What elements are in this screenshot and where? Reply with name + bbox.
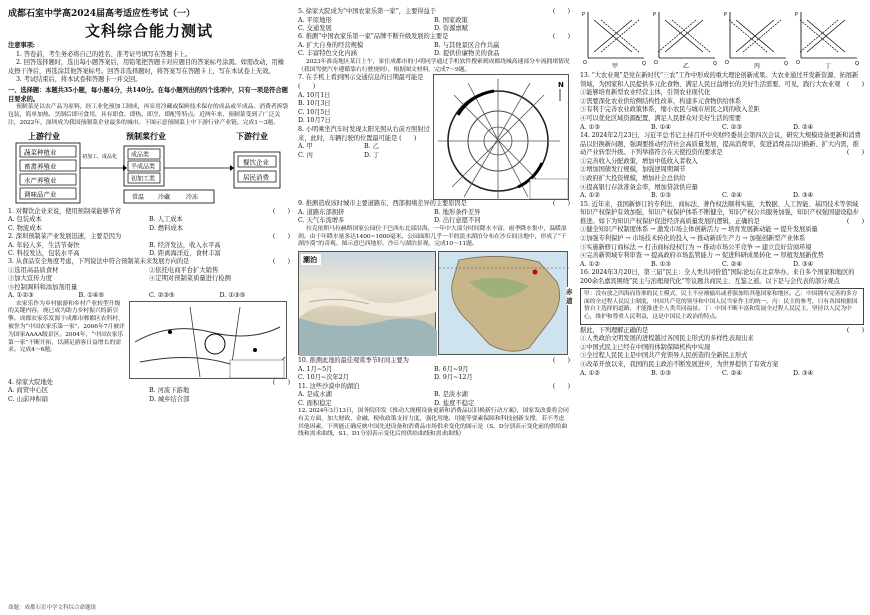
- axis-q-label: Q: [784, 61, 788, 67]
- q2-stem: 2. 深圳预制菜产业发展迅速，主要是因为 ( ): [8, 232, 290, 240]
- q8-option-c[interactable]: C. 丙: [298, 151, 313, 159]
- q15-option-a[interactable]: A. ①②: [580, 260, 600, 268]
- industry-chain-figure: [8, 130, 290, 206]
- q11-option-c[interactable]: C. 面积稳定: [298, 399, 332, 407]
- graph-label: 乙: [683, 63, 690, 70]
- q3-statement-4: ④定期对预制菜质量进行检测: [149, 275, 231, 283]
- q4-option-b[interactable]: B. 河流下游地: [149, 387, 190, 395]
- q9-option-b[interactable]: B. 地形条件差异: [434, 209, 481, 216]
- q11-option-b[interactable]: B. 是淡水湖: [434, 391, 468, 399]
- q16-statement-2: ②中国式民主已经在中国的体制保障机构中实现: [580, 343, 711, 351]
- q3-statement-2: ②依托电商平台扩大销售: [149, 266, 219, 274]
- q16-quote-box: 甲：没有放之四海而皆准的民主模式，民主不应被输出或者强加给其他国家和地区。乙：中国拥有完善的多方面的全过程人民民主制度，中国共产党的领导和中国人民当家作主的统一。丙：民主的参考，只有各国根据国情自主选择的道路，才能推进全人类共同福祉。丁：中国不断丰富和发展全过程人民民主，坚持以人民为中心，维护和尊重人民利益，这是中国民主政治的特点。: [580, 288, 864, 324]
- axis-q-label: Q: [855, 61, 859, 67]
- q4-option-d[interactable]: D. 城乡结合部: [149, 395, 190, 403]
- q15-options: [580, 261, 864, 269]
- upstream-item: 畜禽养殖业: [24, 162, 57, 171]
- q3-options: [8, 292, 290, 300]
- graph-label: 丁: [825, 63, 832, 70]
- q4-option-a[interactable]: A. 商贸中心区: [8, 387, 49, 395]
- q10-options: [298, 366, 570, 383]
- demand-curve-shifted: [729, 20, 767, 52]
- upstream-label: 上游行业: [28, 131, 60, 141]
- q14-option-a[interactable]: A. ①②: [580, 192, 600, 200]
- section-heading: 一、选择题：本题共35小题，每小题4分，共140分。在每小题列出的四个选项中，只有一项是符合题目要求的。: [8, 86, 288, 103]
- intro-q7: 2023年淮南地区某日上午，家住成都市的小明同学通过手机软件搜索到成都绕城高速部分车流拥堵情况（我国驾驶汽车遵循靠右行驶规则）。根据图文材料，完成7～9题。: [298, 58, 570, 73]
- origin-label: O: [583, 60, 587, 66]
- note-3: 3. 考试结束后，将本试卷和答题卡一并交回。: [16, 76, 142, 84]
- q14-options: [580, 192, 864, 200]
- q13-option-d[interactable]: D. ②④: [793, 123, 814, 131]
- location-map: [129, 301, 287, 379]
- origin-label: O: [796, 60, 800, 66]
- graph-label: 甲: [612, 63, 619, 70]
- process-label: 初加工、成品化: [82, 153, 118, 160]
- school-header: 成都石室中学高2024届高考适应性考试（一）: [8, 9, 196, 19]
- q1-option-c[interactable]: C. 物流成本: [8, 224, 42, 232]
- axis-p-label: P: [582, 12, 586, 18]
- q7-option-d[interactable]: D. 10月7日: [298, 117, 331, 125]
- q6-options: [298, 42, 570, 59]
- origin-label: O: [725, 60, 729, 66]
- q11-options: [298, 391, 570, 408]
- q2-options: [8, 242, 290, 259]
- q16-option-a[interactable]: A. ①②: [580, 369, 600, 377]
- q14-statement-2: ②增加国债发行规模，加强逆周期调节: [580, 166, 686, 174]
- q12-stem: 12. 2024年3月13日，国务院印发《推动大规模设备更新和消费品以旧换新行动方案》，国家发改委将会同有关方面，加大财政、金融、税收政策支持力度，强化用地、用能等要素保障和科技创新支撑。若不考虑其他因素，下列能正确反映中国先进设备和消费品市场供求变化的图示是（S、D分别表示变化前的供给曲线和需求曲线，S1、D1分别表示变化后的供给曲线和需求曲线）: [298, 408, 569, 438]
- midstream-label: 预制菜行业: [126, 131, 166, 141]
- lake-label: 潮泊: [303, 256, 317, 265]
- q5-option-d[interactable]: D. 资源禀赋: [434, 25, 469, 32]
- q15-option-b[interactable]: B. ①③: [651, 260, 671, 268]
- exam-title: 文科综合能力测试: [84, 22, 213, 40]
- q3-option-b[interactable]: B. ①④⑤: [78, 292, 105, 300]
- q11-option-d[interactable]: D. 盐度不稳定: [434, 399, 475, 407]
- equator-label: 赤道: [566, 288, 573, 306]
- q16-tail: 据此，下列理解正确的是 ( ): [580, 326, 864, 334]
- q16-statement-3: ③全过程人民民主是中国共产党领导人民创造的全新民主形式: [580, 352, 748, 360]
- q2-option-b[interactable]: B. 经济发达，收入水平高: [149, 241, 221, 249]
- ring-road-map: [433, 74, 569, 200]
- q10-option-b[interactable]: B. 6月~9月: [434, 365, 469, 373]
- q7-option-a[interactable]: A. 10月1日: [298, 91, 331, 99]
- q13-option-a[interactable]: A. ①③: [580, 123, 600, 131]
- column-middle: [298, 8, 573, 611]
- q9-option-a[interactable]: A. 道路东部拥挤: [298, 209, 345, 216]
- q14-option-d[interactable]: D. ③④: [793, 192, 814, 200]
- q7-stem: 7. 在手机上看到图示交通信息的日期最可能是 ( ): [298, 74, 424, 90]
- q9-option-d[interactable]: D. 出行意愿不同: [434, 217, 481, 225]
- brazil-map: [438, 251, 568, 355]
- q16-options: [580, 370, 864, 378]
- note-1: 1. 答卷前，考生务必将自己的姓名、准考证号填写在答题卡上。: [16, 50, 192, 58]
- note-2: 2. 回答选择题时，选出每小题答案后，用铅笔把答题卡对应题目的答案标号涂黑。如需改动，用橡皮擦干净后，再选涂其他答案标号。回答非选择题时，将答案写在答题卡上，写在本试卷上无效。: [8, 59, 284, 75]
- q16-stem: 16. 2024年3月20日，第三届“民主：全人类共同价值”国际论坛在北京举办。来自多个国家和地区的200余名嘉宾围绕“民主与治理现代化”等议题共商民主、互鉴之道。以下是与会代表的部分观点: [580, 269, 855, 285]
- q16-option-b[interactable]: B. ①③: [651, 369, 671, 377]
- q16-option-c[interactable]: C. ②④: [722, 369, 742, 377]
- q8-option-b[interactable]: B. 乙: [364, 143, 379, 151]
- midstream-item: 初加工类: [131, 175, 156, 183]
- axis-p-label: P: [795, 12, 799, 18]
- q10-stem: 10. 推测此地的最佳观赏季节时间主要为 ( ): [298, 357, 570, 365]
- notes-heading: 注意事项:: [8, 42, 36, 49]
- intro-q4: 农家乐作为乡村旅游和乡村产业转型升级的关键内容，现已成为助力乡村振兴的新引擎。成都农家乐发源于成都市郫都区农科村，被誉为“中国农家乐第一家”，2006年7月被评为国家AAAA级景区。2004年，“中国农家乐第一家”不断开拓，以满足游客日益增长的需求。完成4～6题。: [8, 300, 125, 354]
- q3-statement-3: ③加大宣传力度: [8, 275, 53, 283]
- q7-option-b[interactable]: B. 10月3日: [298, 100, 331, 108]
- page-footer: 命题：成都石室中学文科综合命题组: [8, 605, 97, 611]
- q15-statement-4: ④完善新领域专利审查 → 提高政府市场监管能力 → 促进科研成果转化 → 厚植发展新优势: [580, 252, 824, 260]
- storage-chilled: 冷藏: [158, 193, 171, 201]
- q7-q8-block: [298, 74, 570, 200]
- q9-stem: 9. 推测造成该时城市主要道路东、西部拥堵差异的主要原因是 ( ): [298, 200, 570, 208]
- q1-option-b[interactable]: B. 人工成本: [149, 216, 183, 224]
- demand-curve-shifted: [672, 20, 710, 52]
- q6-option-a[interactable]: A. 扩大自身的经营规模: [298, 42, 364, 49]
- q13-options: [580, 124, 864, 132]
- q5-options: [298, 17, 570, 34]
- supply-demand-graph: [793, 8, 862, 70]
- q3-statements: [8, 267, 290, 292]
- q16-statement-4: ④改革开放以来，我国的民主政治不断发展进步，为世界提供了有效方案: [580, 361, 779, 369]
- q14-option-c[interactable]: C. ②④: [722, 192, 742, 200]
- q15-stem: 15. 近年来，我国新修订的专利法、商标法、著作权法顺利实施，大数据、人工智能、基因技术等领域知识产权保护有效加强，知识产权保护体系不断健全，知识产权公共服务加强，知识产权强国建设稳步推进。如下为知识产权保护促进经济高质量发展的逻辑，正确的是 ( ): [580, 200, 864, 225]
- midstream-item: 半成品类: [131, 163, 156, 171]
- supply-demand-graph: [722, 8, 791, 70]
- north-arrow-icon: N: [558, 81, 564, 90]
- dune-lake-photo: [298, 251, 436, 355]
- q7-q8-text: [298, 74, 430, 200]
- q3-statement-1: ①选用高品质食材: [8, 266, 59, 274]
- q10-option-c[interactable]: C. 10月~次年2月: [298, 374, 350, 382]
- q5-option-c[interactable]: C. 交通发展: [298, 25, 332, 32]
- q14-statement-4: ④提高银行存款准备金率，增加贷款供应量: [580, 183, 698, 191]
- q8-option-d[interactable]: D. 丁: [364, 151, 380, 159]
- storage-normal: 常温: [132, 193, 145, 201]
- q13-statement-4: ④可以优化区域资源配置，满足人民群众对美好生活的需要: [580, 114, 742, 122]
- q1-stem: 1. 对餐饮企业来说，使用预制菜能够节省 ( ): [8, 207, 290, 215]
- axis-p-label: P: [724, 12, 728, 18]
- q13-statement-2: ②需要深化农业供给侧结构性改革，构建多元食物供给体系: [580, 97, 742, 105]
- downstream-label: 下游行业: [236, 131, 268, 141]
- q7-option-c[interactable]: C. 10月5日: [298, 108, 331, 116]
- q5-option-a[interactable]: A. 平原地形: [298, 16, 332, 24]
- q13-stem: 13. “大农业观”是党在新时代“三农”工作中形成的重大理论创新成果。大农业通过开发新资源、拓展新领域，为国家和人民提供多元化食物、满足人民日益增长的美好生活需要。可见，践行大农业观 ( ): [580, 72, 864, 88]
- q13-statement-3: ③有利于完善农业政策体系，缩小农民与城市居民之间的收入差距: [580, 106, 760, 114]
- q16-statement-1: ①人类政治文明发展的进程越过各国民主形式的多样性表现出来: [580, 335, 754, 343]
- q9-option-c[interactable]: C. 天气车流增多: [298, 217, 345, 225]
- q3-option-d[interactable]: D. ①③⑤: [219, 292, 246, 300]
- q15-option-c[interactable]: C. ②④: [722, 260, 742, 268]
- origin-label: O: [654, 60, 658, 66]
- column-right: [580, 8, 864, 611]
- supply-demand-graph: [651, 8, 720, 70]
- q14-statement-3: ③政府扩大投资规模，增加社会总供给: [580, 174, 686, 182]
- q2-option-a[interactable]: A. 年轻人多，生活节奏快: [8, 241, 80, 249]
- midstream-item: 成品类: [131, 151, 150, 159]
- q16-option-d[interactable]: D. ③④: [793, 369, 814, 377]
- downstream-item: 居民消费: [243, 173, 269, 182]
- upstream-item: 水产养殖业: [24, 176, 57, 185]
- brazil-figures: [298, 251, 573, 355]
- q8-option-a[interactable]: A. 甲: [298, 143, 313, 151]
- q3-option-a[interactable]: A. ①②③: [8, 292, 34, 300]
- industry-chain-diagram: [8, 130, 290, 206]
- q10-option-a[interactable]: A. 1月~5月: [298, 365, 333, 373]
- graph-label: 丙: [754, 63, 761, 70]
- axis-p-label: P: [653, 12, 657, 18]
- q3-option-c[interactable]: C. ②③⑤: [149, 292, 175, 300]
- q6-option-c[interactable]: C. 丰富特色文化内涵: [298, 50, 357, 58]
- q11-option-a[interactable]: A. 是咸水湖: [298, 391, 332, 399]
- q3-stem: 3. 从食品安全角度考虑，下列说法中符合预制菜未来发展方向的是 ( ): [8, 258, 290, 266]
- axis-q-label: Q: [713, 61, 717, 67]
- q4-option-c[interactable]: C. 山前冲积扇: [8, 395, 49, 403]
- supply-curve-shifted: [658, 20, 696, 52]
- supply-demand-graphs: [580, 8, 864, 70]
- q3-statement-5: ⑤控制调料和添加剂用量: [8, 283, 78, 291]
- q4-stem: 4. 徐家大院地处 ( ): [8, 378, 290, 386]
- supply-demand-graph: [580, 8, 649, 70]
- q8-stem: 8. 小明乘坐汽车时发现太阳光照从右前方照射过来，此时，车辆行驶的位置最可能是 ( ): [298, 125, 430, 142]
- supply-curve-shifted: [743, 20, 781, 52]
- q6-option-b[interactable]: B. 与其他景区合作共赢: [434, 42, 500, 49]
- q14-option-b[interactable]: B. ①③: [651, 192, 671, 200]
- q4-intro-block: [8, 301, 290, 379]
- q1-options: [8, 216, 290, 233]
- q5-stem: 5. 徐家大院成为“中国农家乐第一家”，主要得益于 ( ): [298, 8, 570, 15]
- q15-statement-3: ③实施新修订商标法 → 打击商标侵权行为 → 推动市场公平竞争 → 建立良好营商环境: [580, 243, 812, 251]
- q13-option-b[interactable]: B. ①④: [651, 123, 671, 131]
- q6-stem: 6. 推测“中国农家乐第一家”品牌不断升级发展的主要是 ( ): [298, 33, 570, 41]
- q15-statement-1: ①健全知识产权制度体系 → 激发市场主体创新活力 → 培育发展新动能 → 提升发展质量: [580, 226, 818, 234]
- q13-statement-1: ①能够培育新型农业经营主体，引领农业现代化: [580, 89, 711, 97]
- q1-option-a[interactable]: A. 包装成本: [8, 216, 42, 224]
- storage-frozen: 冷冻: [186, 193, 199, 201]
- q10-option-d[interactable]: D. 9月~12月: [434, 374, 473, 382]
- column-left: [8, 8, 290, 611]
- q11-stem: 11. 这些沙漠中的湖泊 ( ): [298, 382, 570, 390]
- q14-statement-1: ①完善收入分配政策，增加中低收入者收入: [580, 157, 698, 165]
- q1-option-d[interactable]: D. 燃料成本: [149, 224, 184, 232]
- q14-stem: 14. 2024年2月23日，习近平总书记主持召开中央财经委员会第四次会议，研究大规模设备更新和消费品以旧换新问题，强调要推动经济社会高质量发展，提高消费率，促进消费品以旧换新、扩大内需，推动产业转型升级。下列举措符合在天使投资的要求是 ( ): [580, 131, 864, 157]
- q4-options: [8, 387, 290, 404]
- upstream-item: 调味品产业: [24, 190, 57, 199]
- upstream-item: 蔬菜种植业: [24, 148, 57, 157]
- q8-options: [298, 143, 430, 160]
- intro-q1: 预制菜是以农产品为原料，经工业化预加工制成，再采用冷藏或保鲜技术保存的成品或半成品。消费者拆袋包装，简单加热、烹制后即可食用，具有即食、即热、即烹、即配等特点。近两年来，预制菜受到了广泛关注，2022年，深圳成为我国预制菜企业最多的城市。下图示意预制菜上中下游行业产业链。完成1～3题。: [8, 104, 289, 126]
- intro-q10: 拉克依斯马拉赫斯国家公园位于巴西东北部沿海，一年中大部分时间降水丰富，雨季降水集中，温暖湿润。由于年降水量多达1400~1600毫米，公园面积几乎一半的淡水湖泊分布在沙丘间洼地中，形成了“千湖沙漠”的奇观。图示意巴西地形、沙丘与湖泊景观。完成10～11题。: [298, 225, 567, 248]
- q9-options: [298, 209, 570, 226]
- q13-option-c[interactable]: C. ②③: [722, 123, 742, 131]
- upstream-items: [20, 146, 76, 199]
- q2-option-c[interactable]: C. 科技发达，包装水平高: [8, 249, 80, 257]
- axis-q-label: Q: [642, 61, 646, 67]
- q5-option-b[interactable]: B. 国家政策: [434, 16, 468, 24]
- downstream-item: 餐饮企业: [243, 158, 269, 167]
- q15-option-d[interactable]: D. ③④: [793, 260, 814, 268]
- q6-option-d[interactable]: D. 提供价廉物美的食品: [434, 50, 500, 58]
- q2-option-d[interactable]: D. 距离海洋近，食材丰富: [149, 249, 221, 257]
- q15-statement-2: ②加强专利保护 → 市场技术转化的投入 → 推动新质生产力 → 加强创新型产业体系: [580, 234, 806, 242]
